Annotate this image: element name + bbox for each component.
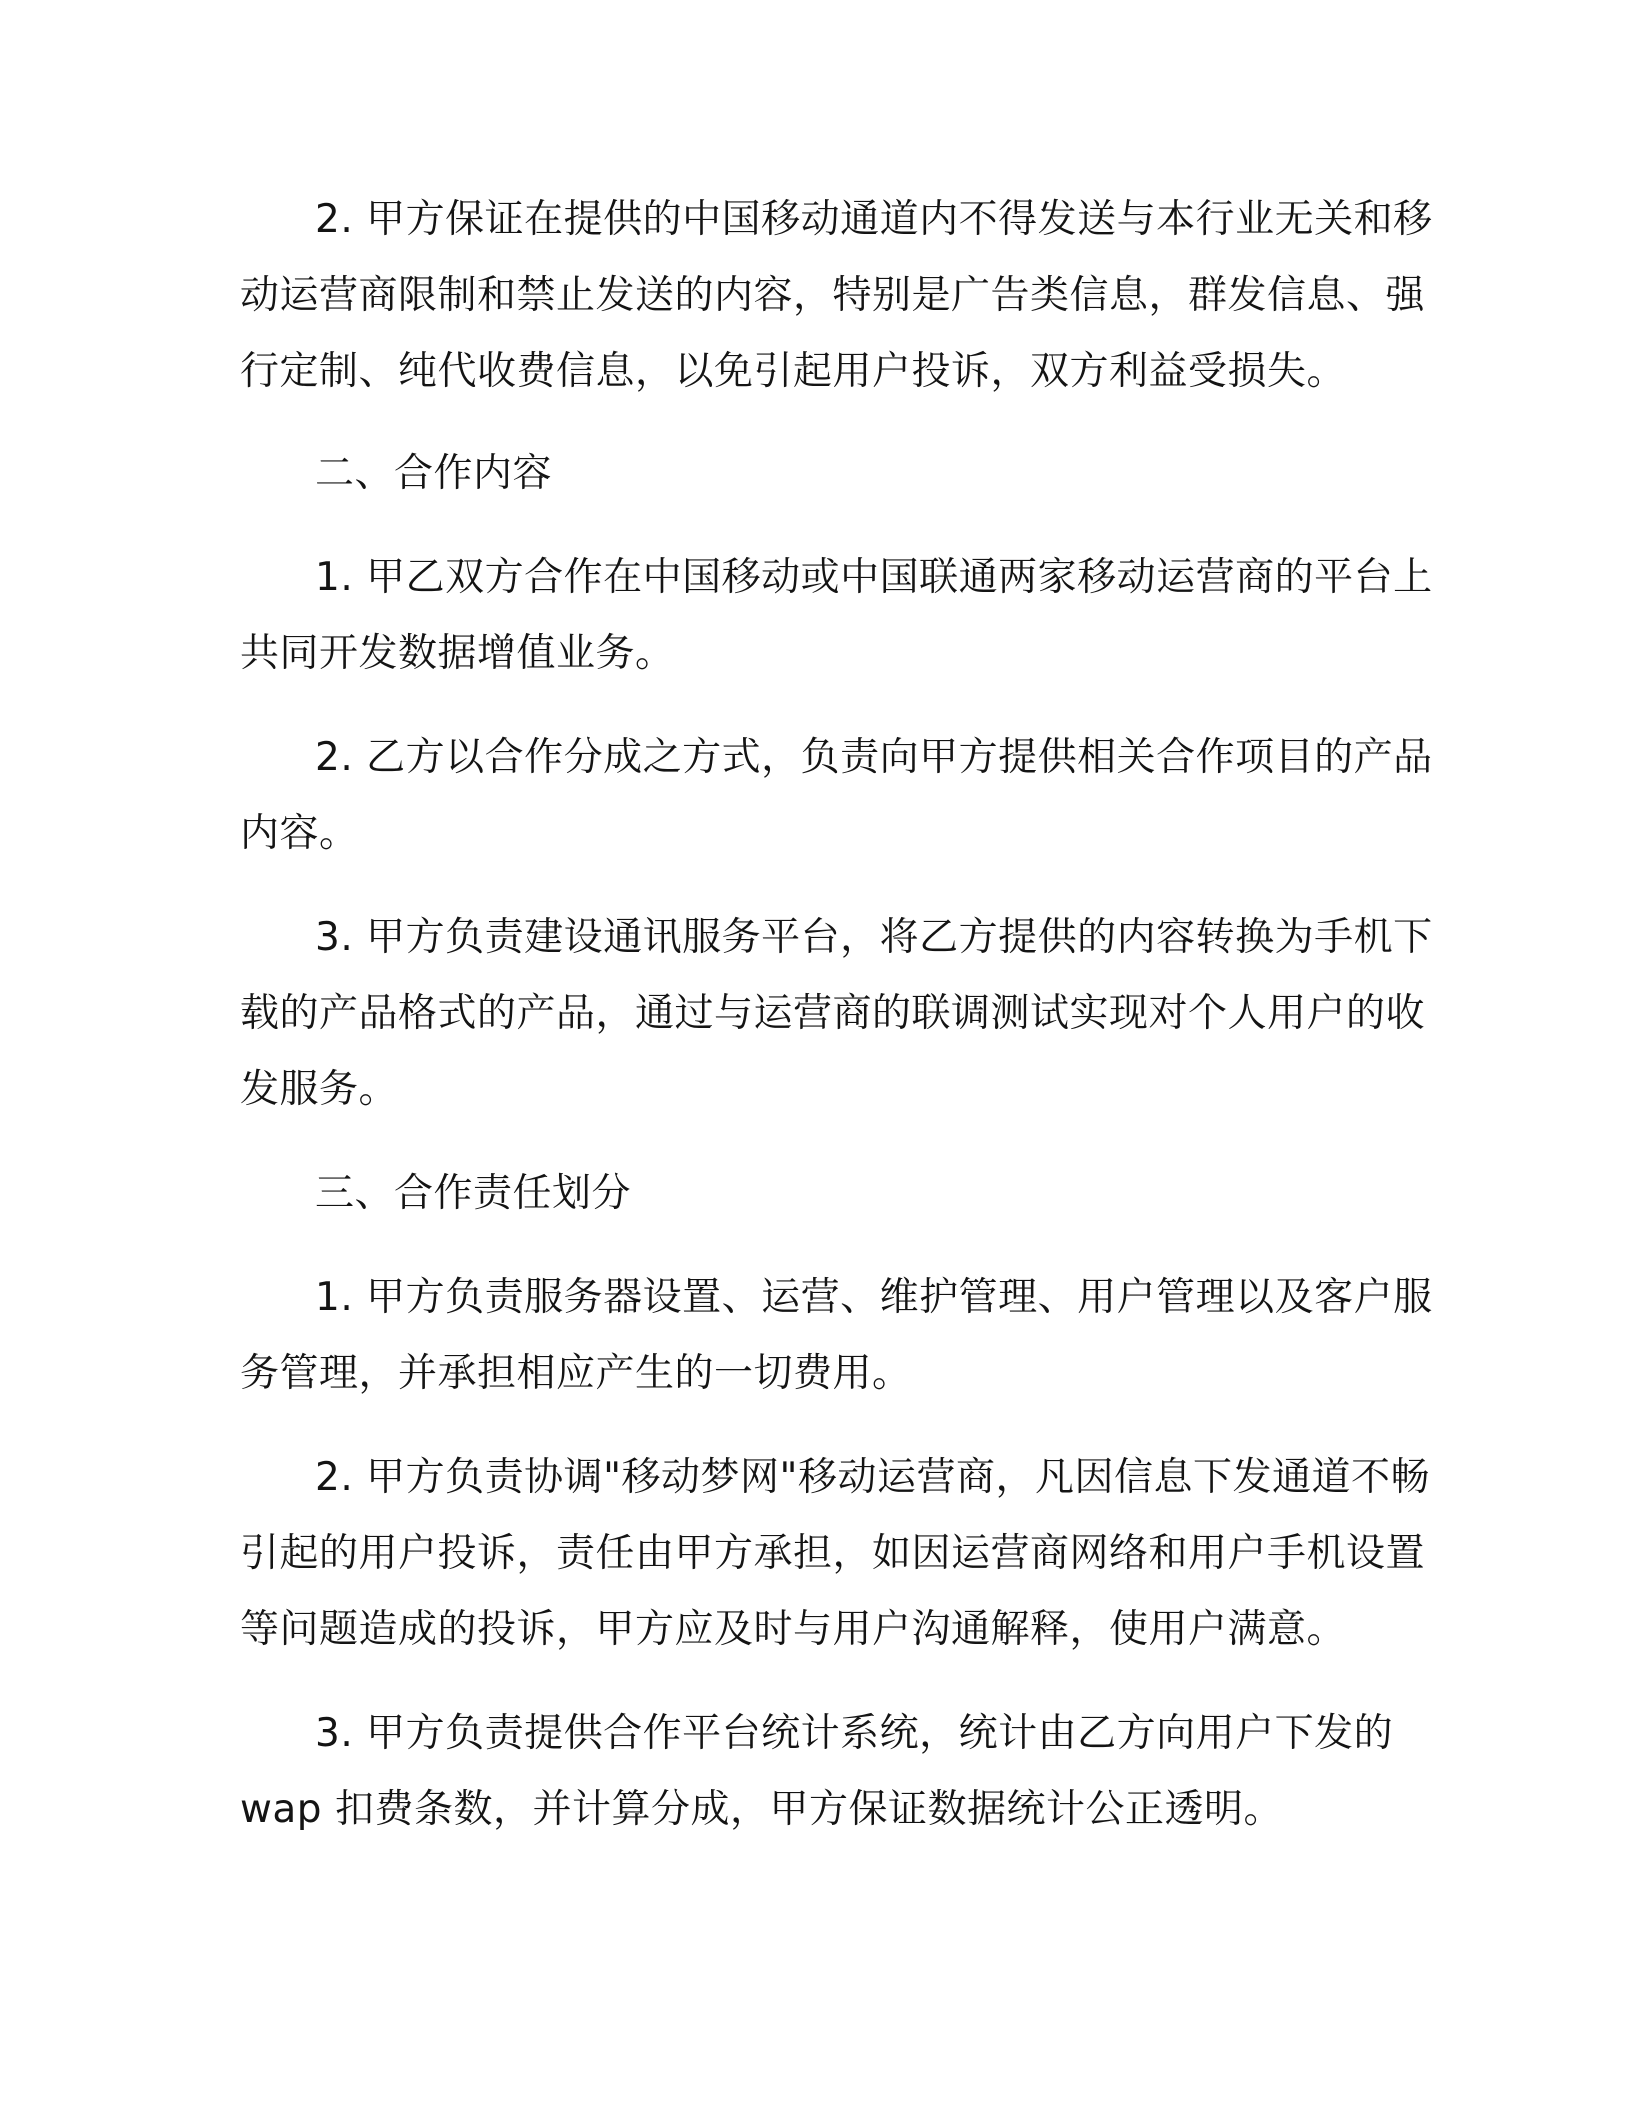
para-4-line-2: 载的产品格式的产品，通过与运营商的联调测试实现对个人用户的收 xyxy=(240,991,1426,1036)
para-3-line-2: 内容。 xyxy=(240,811,359,856)
para-5-line-1: 1. 甲方负责服务器设置、运营、维护管理、用户管理以及客户服 xyxy=(315,1275,1433,1320)
para-1-line-2: 动运营商限制和禁止发送的内容，特别是广告类信息，群发信息、强 xyxy=(240,273,1426,318)
para-6-line-2: 引起的用户投诉，责任由甲方承担，如因运营商网络和用户手机设置 xyxy=(240,1531,1426,1576)
para-4-line-1: 3. 甲方负责建设通讯服务平台，将乙方提供的内容转换为手机下 xyxy=(315,915,1433,960)
para-2-line-2: 共同开发数据增值业务。 xyxy=(240,631,675,676)
para-7-line-1: 3. 甲方负责提供合作平台统计系统，统计由乙方向用户下发的 xyxy=(315,1711,1394,1756)
para-3-line-1: 2. 乙方以合作分成之方式，负责向甲方提供相关合作项目的产品 xyxy=(315,735,1433,780)
para-2-line-1: 1. 甲乙双方合作在中国移动或中国联通两家移动运营商的平台上 xyxy=(315,555,1433,600)
para-4-line-3: 发服务。 xyxy=(240,1067,399,1112)
section-heading-2: 二、合作内容 xyxy=(315,451,553,496)
para-1-line-1: 2. 甲方保证在提供的中国移动通道内不得发送与本行业无关和移 xyxy=(315,197,1433,242)
para-7-line-2: wap 扣费条数，并计算分成，甲方保证数据统计公正透明。 xyxy=(240,1787,1283,1832)
para-5-line-2: 务管理，并承担相应产生的一切费用。 xyxy=(240,1351,912,1396)
para-6-line-3: 等问题造成的投诉，甲方应及时与用户沟通解释，使用户满意。 xyxy=(240,1607,1347,1652)
para-1-line-3: 行定制、纯代收费信息，以免引起用户投诉，双方利益受损失。 xyxy=(240,349,1347,394)
para-6-line-1: 2. 甲方负责协调"移动梦网"移动运营商，凡因信息下发通道不畅 xyxy=(315,1455,1430,1500)
section-heading-3: 三、合作责任划分 xyxy=(315,1171,632,1216)
